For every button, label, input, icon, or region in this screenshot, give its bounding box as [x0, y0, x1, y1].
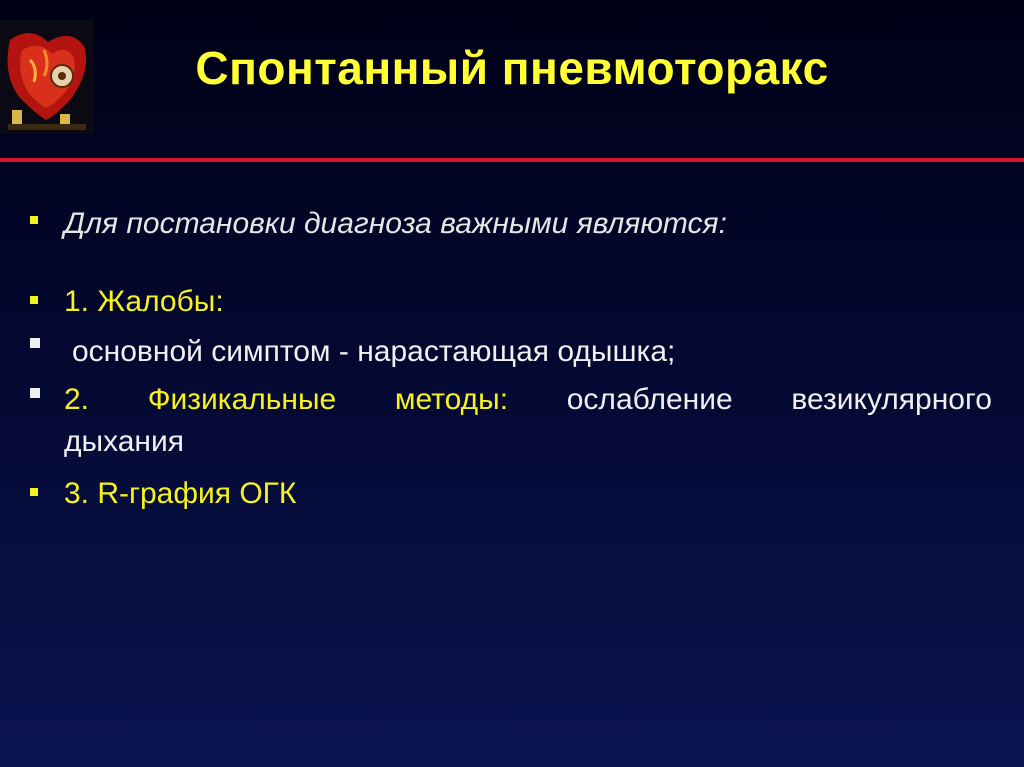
physical-methods-continuation: дыхания: [64, 425, 184, 458]
bullet-marker: [30, 216, 38, 224]
bullet-marker: [30, 388, 40, 398]
intro-line: Для постановки диагноза важными являются:: [64, 207, 727, 240]
word: везикулярного: [791, 383, 992, 416]
bullet-marker: [30, 296, 38, 304]
word: ослабление: [566, 383, 733, 416]
physical-methods-line: [64, 382, 992, 418]
complaints-heading: 1. Жалобы:: [64, 285, 224, 318]
word: 2.: [64, 383, 90, 416]
xray-line: 3. R-графия ОГК: [64, 477, 297, 510]
slide-title: Спонтанный пневмоторакс: [195, 42, 829, 94]
bullet-marker: [30, 338, 40, 348]
word: Физикальные: [147, 383, 337, 416]
main-symptom-line: основной симптом - нарастающая одышка;: [72, 335, 676, 368]
bullet-marker: [30, 488, 38, 496]
word: методы:: [394, 383, 509, 416]
title-divider: [0, 158, 1024, 162]
